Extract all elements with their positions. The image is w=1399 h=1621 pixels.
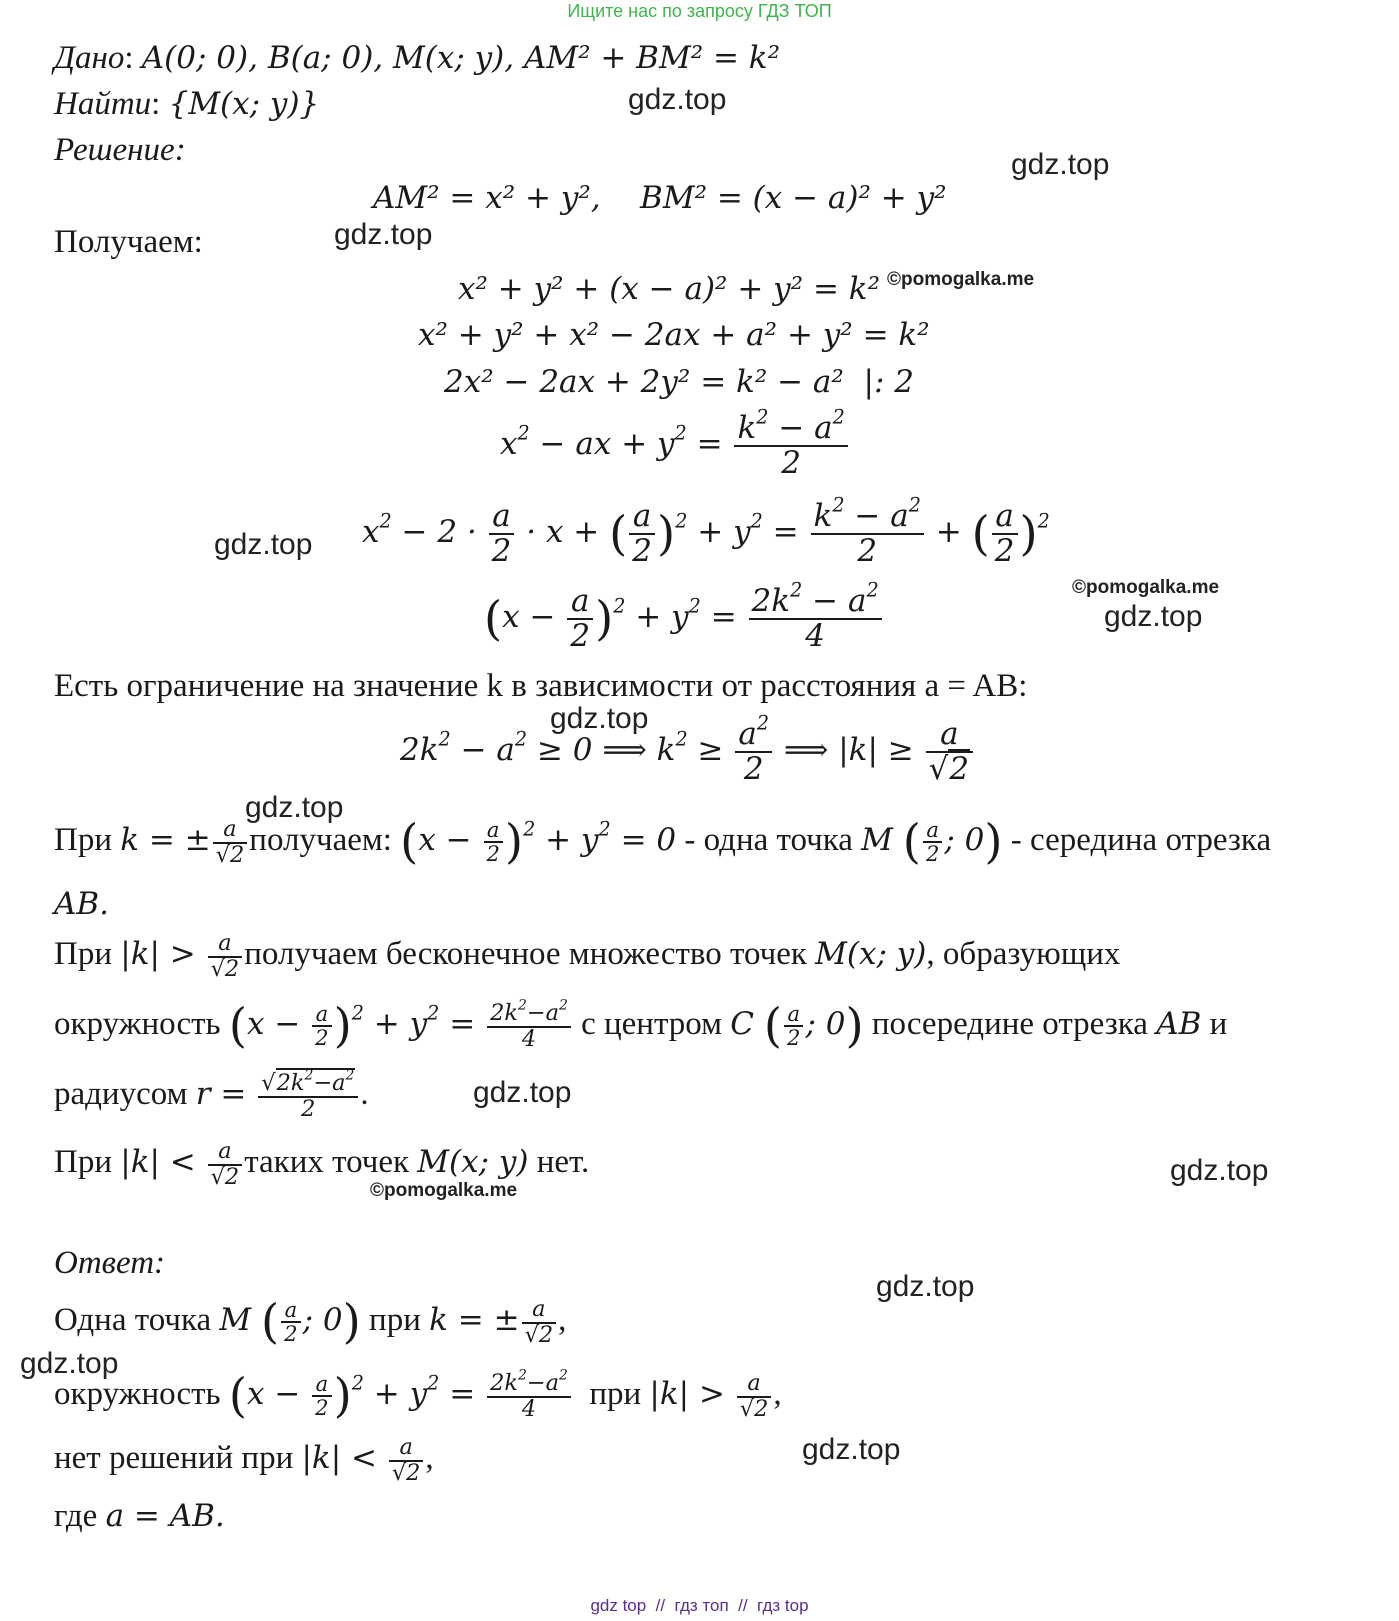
obtain-label: Получаем: [54, 224, 203, 260]
find-expression: {M(x; y)} [168, 86, 320, 122]
given-line: Дано: A(0; 0), B(a; 0), M(x; y), AM² + BM² = k² [54, 40, 781, 76]
watermark-gdz: gdz.top [802, 1433, 901, 1466]
watermark-gdz: gdz.top [20, 1347, 119, 1380]
watermark-pomogalka: ©pomogalka.me [887, 269, 1035, 290]
watermark-gdz: gdz.top [1170, 1154, 1269, 1187]
answer-line-1: Одна точка M ( $\frac{a}{2}$ ; 0) при k = ± $\frac{a}{√2}$ , [54, 1294, 567, 1349]
watermark-gdz: gdz.top [1011, 148, 1110, 181]
watermark-gdz: gdz.top [550, 702, 649, 735]
watermark-gdz: gdz.top [473, 1076, 572, 1109]
equation-5: $x^2$ − ax + $y^2$ = $\frac{k^2 - a^2}{2}$ [500, 412, 850, 479]
paragraph-no-points: При |k| < $\frac{a}{√2}$ таких точек M(x; y) нет. [54, 1138, 590, 1190]
equation-6: $x^2 - 2$ · $\frac{a}{2}$ · x + ( $\frac{a}{2}$ )$^2 + y^2$ = $\frac{k^2 - a^2}{2}$ + ( $\frac{a}{2}$ )$^2$ [362, 493, 1050, 569]
watermark-gdz: gdz.top [1104, 600, 1203, 633]
given-expression: A(0; 0), B(a; 0), M(x; y), AM² + BM² = k² [141, 40, 781, 76]
watermark-pomogalka: ©pomogalka.me [370, 1180, 518, 1201]
paragraph-radius: радиусом r = $\frac{√2k^2-a^2}{2}$ . [54, 1067, 369, 1122]
equation-1: AM² = x² + y², BM² = (x − a)² + y² [373, 180, 947, 216]
equation-7: (x − $\frac{a}{2}$ )$^2 + y^2$ = $\frac{2k^2 - a^2}{4}$ [484, 585, 884, 652]
answer-line-3: нет решений при |k| < $\frac{a}{√2}$ , [54, 1434, 434, 1486]
watermark-pomogalka: ©pomogalka.me [1072, 577, 1220, 598]
footer-links: gdz top // гдз топ // гдз top [590, 1596, 809, 1615]
watermark-gdz: gdz.top [628, 83, 727, 116]
paragraph-infinite-points: При |k| > $\frac{a}{√2}$ получаем бесконечное множество точек M(x; y), образующих [54, 930, 1121, 982]
watermark-gdz: gdz.top [214, 528, 313, 561]
given-label: Дано [54, 40, 125, 76]
equation-8: $2k^2 - a^2 \ge 0$ ⟹ $k^2$ ≥ $\frac{a^2}{2}$ ⟹ |k| ≥ $\frac{a}{√2}$ [400, 718, 975, 785]
header-banner: Ищите нас по запросу ГДЗ ТОП [567, 1, 832, 21]
answer-line-4: где a = AB. [54, 1498, 225, 1534]
find-label: Найти [54, 86, 152, 122]
paragraph-single-point-end: AB. [54, 886, 110, 922]
find-line: Найти: {M(x; y)} [54, 86, 320, 122]
equation-4: 2x² − 2ax + 2y² = k² − a² |: 2 [444, 364, 915, 400]
paragraph-restriction: Есть ограничение на значение k в зависимости от расстояния a = AB: [54, 668, 1028, 704]
watermark-gdz: gdz.top [876, 1270, 975, 1303]
equation-2: x² + y² + (x − a)² + y² = k² [458, 271, 880, 307]
answer-line-2: окружность (x − $\frac{a}{2}$ )$^2 + y^2$ = $\frac{2k^2-a^2}{4}$ при |k| > $\frac{a}{√2}$ , [54, 1367, 782, 1423]
solution-label: Решение: [54, 132, 186, 168]
watermark-gdz: gdz.top [245, 791, 344, 824]
paragraph-single-point: При k = ± $\frac{a}{√2}$ получаем: (x − $\frac{a}{2}$ )$^2 + y^2 = 0$ - одна точка M ( $\frac{a}{2}$ ; 0) - середина отрезка [54, 814, 1272, 869]
paragraph-circle: окружность (x − $\frac{a}{2}$ )$^2 + y^2$ = $\frac{2k^2-a^2}{4}$ с центром C ( $\frac{a}{2}$ ; 0) посередине отрезка AB и [54, 997, 1228, 1053]
equation-3: x² + y² + x² − 2ax + a² + y² = k² [418, 317, 930, 353]
watermark-gdz: gdz.top [334, 218, 433, 251]
answer-label: Ответ: [54, 1245, 166, 1281]
